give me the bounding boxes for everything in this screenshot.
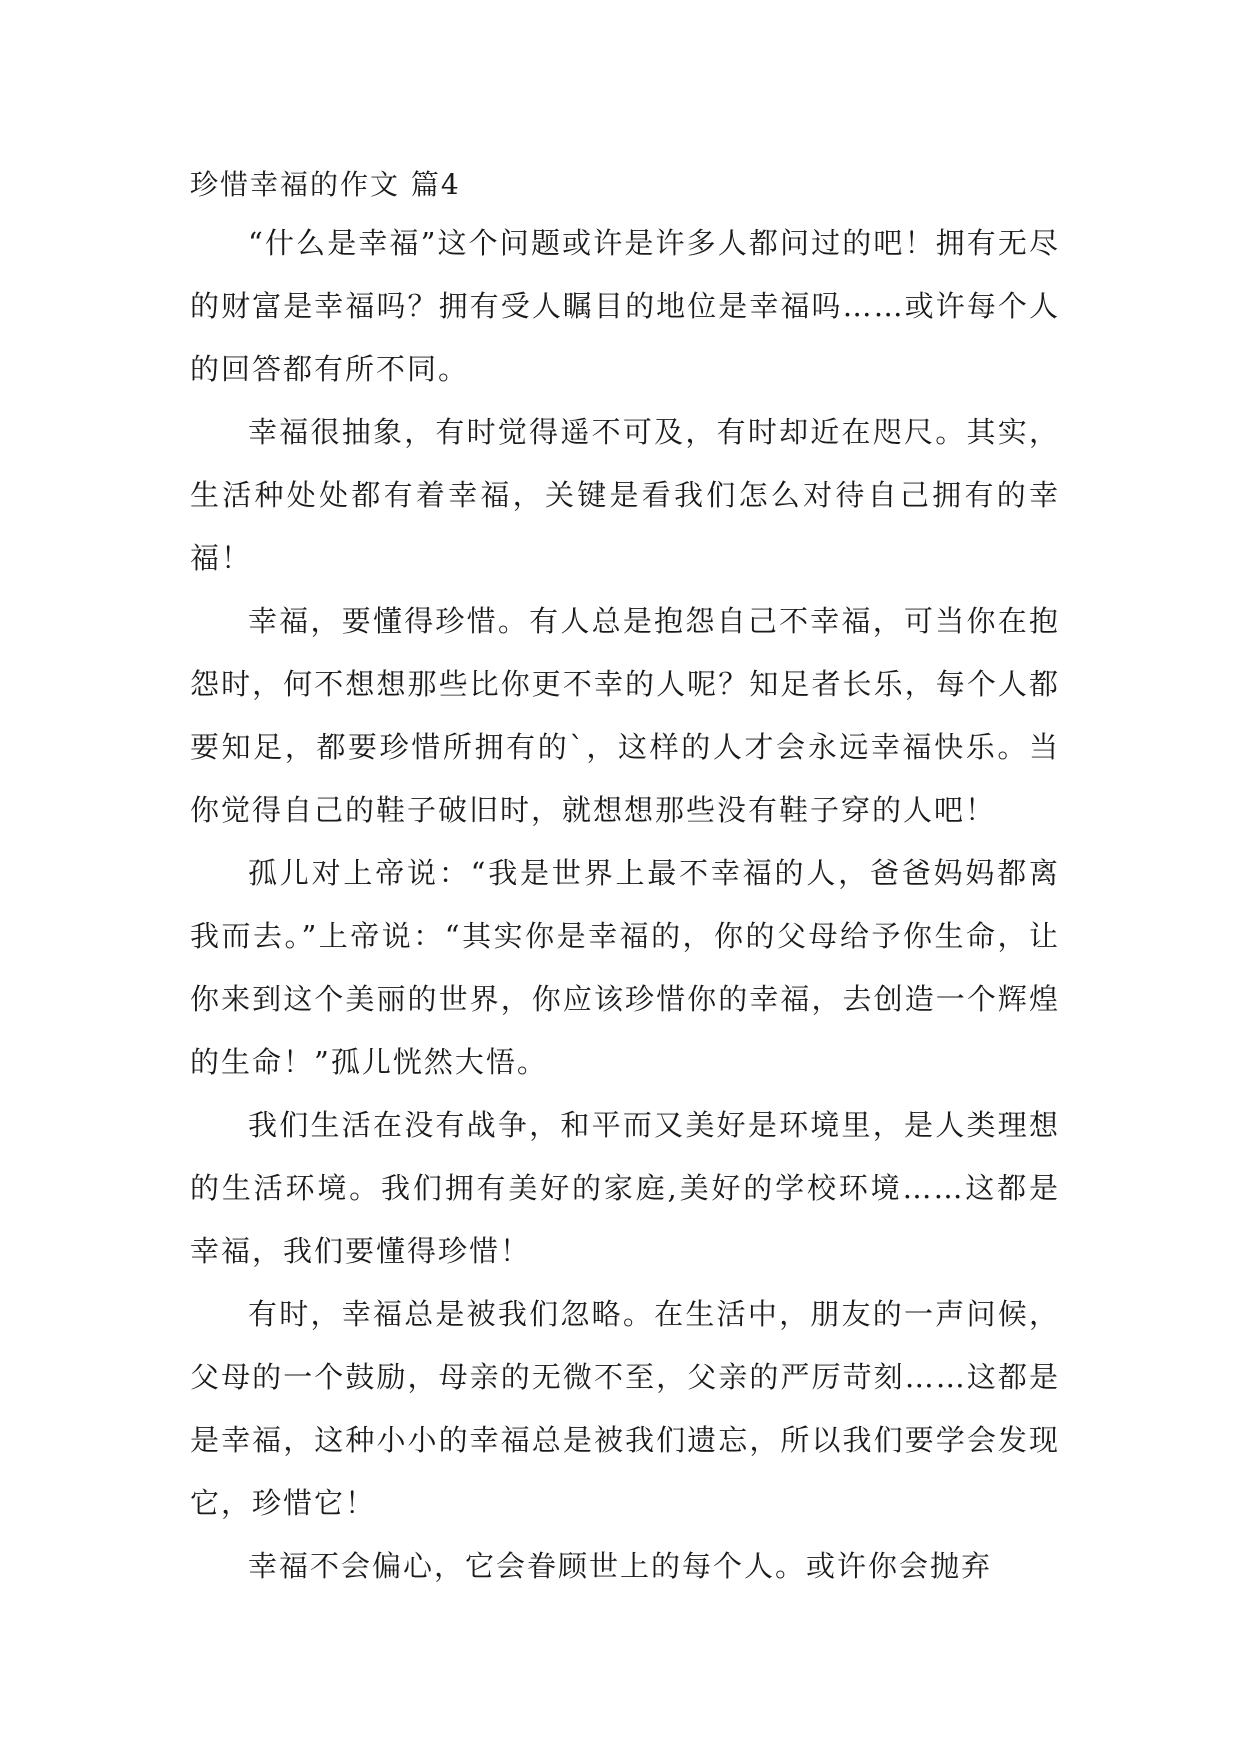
paragraph-6: 有时，幸福总是被我们忽略。在生活中，朋友的一声问候，父母的一个鼓励，母亲的无微不至，父亲的严厉苛刻……这都是是幸福，这种小小的幸福总是被我们遗忘，所以我们要学会发现它，珍惜它！	[190, 1297, 1060, 1520]
paragraph-2: 幸福很抽象，有时觉得遥不可及，有时却近在咫尺。其实，生活种处处都有着幸福，关键是看我们怎么对待自己拥有的幸福！	[190, 415, 1060, 575]
paragraph-3: 幸福，要懂得珍惜。有人总是抱怨自己不幸福，可当你在抱怨时，何不想想那些比你更不幸的人呢？知足者长乐，每个人都要知足，都要珍惜所拥有的`，这样的人才会永远幸福快乐。当你觉得自己的鞋子破旧时，就想想那些没有鞋子穿的人吧！	[190, 604, 1060, 827]
paragraph-1: “什么是幸福”这个问题或许是许多人都问过的吧！拥有无尽的财富是幸福吗？拥有受人瞩目的地位是幸福吗……或许每个人的回答都有所不同。	[190, 226, 1060, 386]
paragraph-5: 我们生活在没有战争，和平而又美好是环境里，是人类理想的生活环境。我们拥有美好的家庭,美好的学校环境……这都是幸福，我们要懂得珍惜！	[190, 1108, 1060, 1268]
essay-title: 珍惜幸福的作文 篇4	[190, 168, 461, 201]
paragraph-7: 幸福不会偏心，它会眷顾世上的每个人。或许你会抛弃	[248, 1549, 993, 1583]
paragraph-4: 孤儿对上帝说：“我是世界上最不幸福的人，爸爸妈妈都离我而去。”上帝说：“其实你是幸福的，你的父母给予你生命，让你来到这个美丽的世界，你应该珍惜你的幸福，去创造一个辉煌的生命！”孤儿恍然大悟。	[190, 856, 1060, 1079]
document-body	[190, 158, 1060, 1598]
